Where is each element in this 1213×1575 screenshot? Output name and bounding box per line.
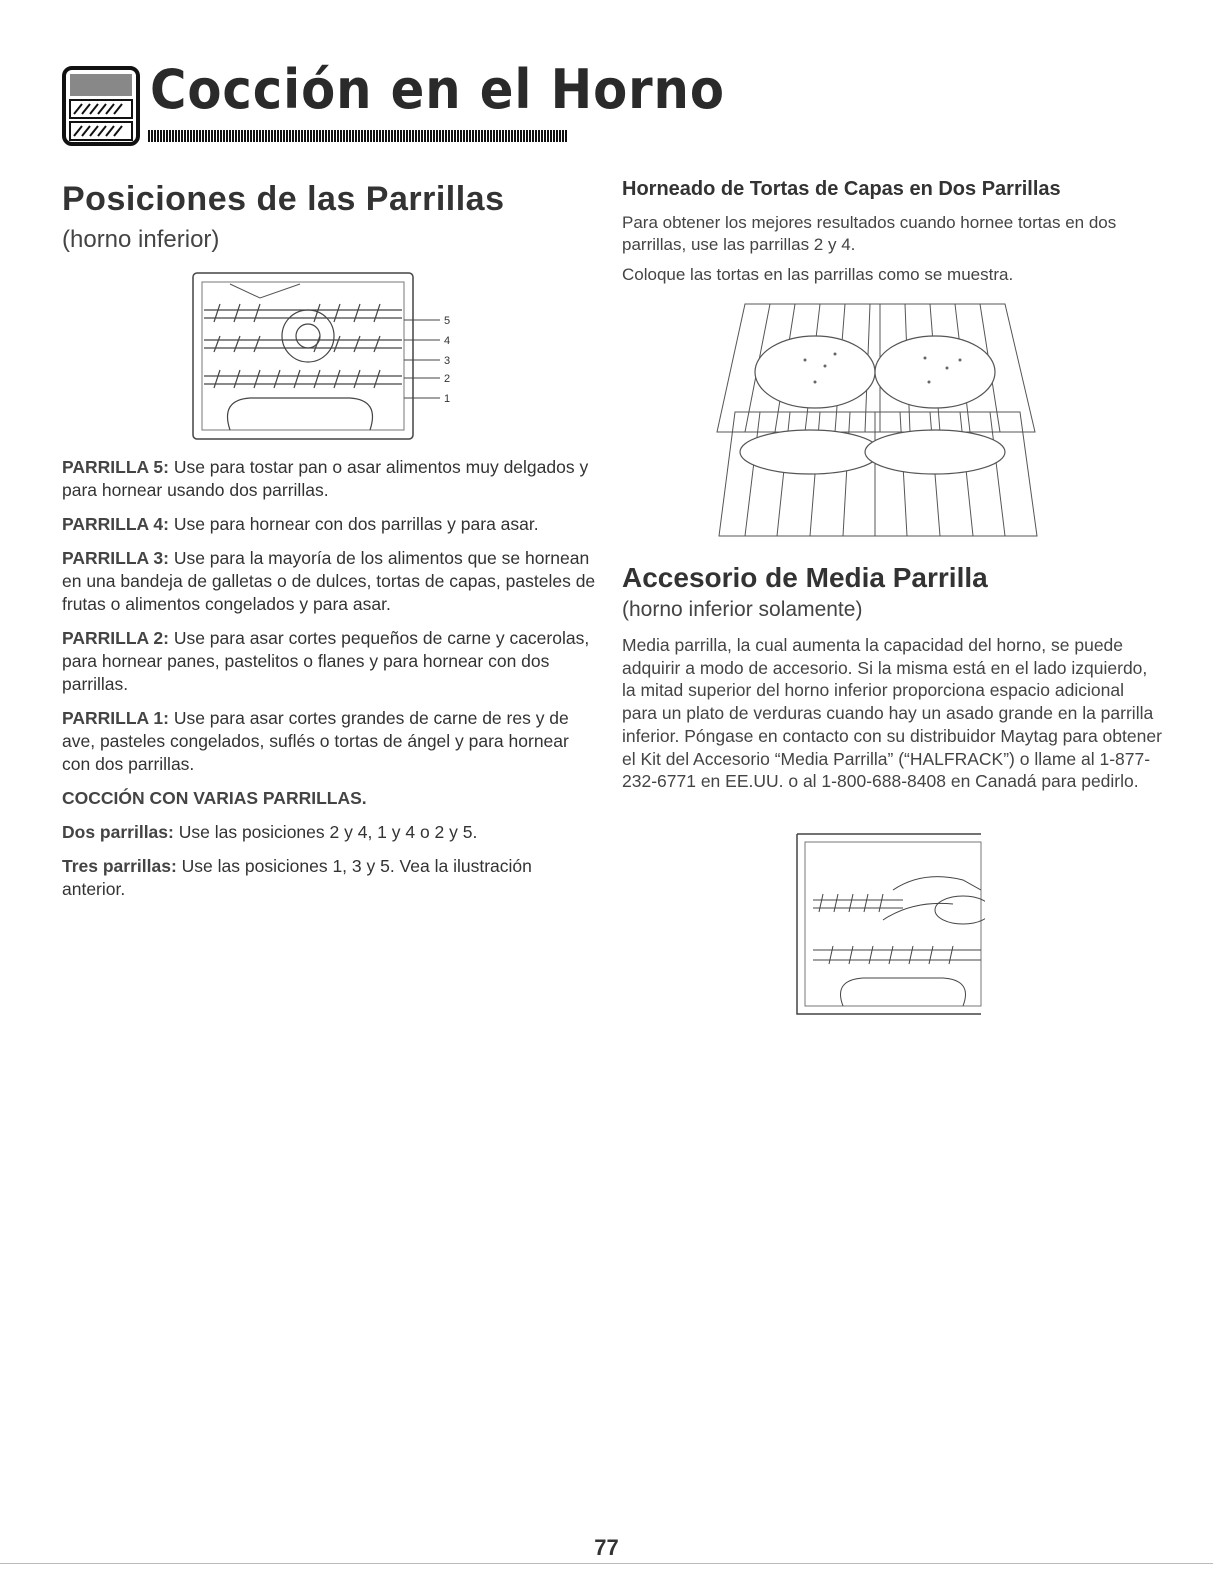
rack-2-text: Use para asar cortes pequeños de carne y cacerolas, para hornear panes, pastelitos o flanes y para hornear con dos parrillas.: [62, 628, 590, 694]
rack-2-label: PARRILLA 2:: [62, 628, 169, 648]
accessory-description: [622, 634, 1162, 793]
accessory-subtitle: (horno inferior solamente): [622, 598, 863, 621]
rack-5-label: PARRILLA 5:: [62, 457, 169, 477]
rack-5-description: [62, 456, 597, 502]
rack-label-1: 1: [444, 393, 451, 405]
accessory-paragraph: Media parrilla, la cual aumenta la capacidad del horno, se puede adquirir a modo de accesorio. Si la misma está en el lado izquierdo, la mitad superior del horno inferior proporciona espacio adicional para un plato de verduras cuando hay un asado grande en la parrilla inferior. Póngase en contacto con su distribuidor Maytag para obtener el Kit del Accesorio “Media Parrilla” (“HALFRACK”) o llame al 1-877-232-6771 en EE.UU. o al 1-800-688-8408 en Canadá para pedirlo.: [622, 635, 1162, 792]
three-racks-label: Tres parrillas:: [62, 856, 177, 876]
rack-label-3: 3: [444, 355, 451, 367]
oven-icon: [62, 64, 142, 150]
oven-rack-positions-diagram: [190, 270, 470, 442]
rack-4-label: PARRILLA 4:: [62, 514, 169, 534]
section-title: Posiciones de las Parrillas: [62, 180, 505, 218]
rack-3-description: [62, 547, 597, 616]
bottom-rule: [0, 1563, 1213, 1564]
layer-cakes-paragraph-2: Coloque las tortas en las parrillas como se muestra.: [622, 265, 1014, 284]
rack-1-text: Use para asar cortes grandes de carne de res y de ave, pasteles congelados, suflés o tortas de ángel y para hornear con dos parrillas.: [62, 708, 569, 774]
two-racks-text: Use las posiciones 2 y 4, 1 y 4 o 2 y 5.: [178, 822, 478, 842]
rack-3-label: PARRILLA 3:: [62, 548, 169, 568]
two-racks-note: [62, 821, 597, 844]
rack-1-label: PARRILLA 1:: [62, 708, 169, 728]
rack-descriptions: [62, 456, 597, 912]
title-underline: [148, 130, 568, 142]
rack-5-text: Use para tostar pan o asar alimentos muy delgados y para hornear usando dos parrillas.: [62, 457, 589, 500]
rack-label-4: 4: [444, 335, 451, 347]
three-racks-text: Use las posiciones 1, 3 y 5. Vea la ilustración anterior.: [62, 856, 532, 899]
rack-4-description: [62, 513, 597, 536]
layer-cakes-paragraph-1: Para obtener los mejores resultados cuando hornee tortas en dos parrillas, use las parrillas 2 y 4.: [622, 213, 1117, 254]
accessory-title: Accesorio de Media Parrilla: [622, 562, 988, 593]
rack-label-2: 2: [444, 373, 451, 385]
rack-4-text: Use para hornear con dos parrillas y para asar.: [173, 514, 539, 534]
rack-1-description: [62, 707, 597, 776]
cakes-on-two-racks-diagram: [715, 302, 1040, 538]
page-number: 77: [594, 1535, 619, 1560]
layer-cakes-text: [622, 212, 1157, 294]
half-rack-diagram: [793, 830, 985, 1018]
two-racks-label: Dos parrillas:: [62, 822, 174, 842]
rack-label-5: 5: [444, 315, 451, 327]
three-racks-note: [62, 855, 597, 901]
layer-cakes-heading: Horneado de Tortas de Capas en Dos Parrillas: [622, 178, 1061, 200]
rack-3-text: Use para la mayoría de los alimentos que se hornean en una bandeja de galletas o de dulces, tortas de capas, pasteles de frutas o alimentos congelados y para asar.: [62, 548, 596, 614]
page-title: Cocción en el Horno: [150, 58, 725, 121]
rack-2-description: [62, 627, 597, 696]
section-subtitle: (horno inferior): [62, 226, 220, 253]
multi-rack-heading: COCCIÓN CON VARIAS PARRILLAS.: [62, 788, 367, 808]
